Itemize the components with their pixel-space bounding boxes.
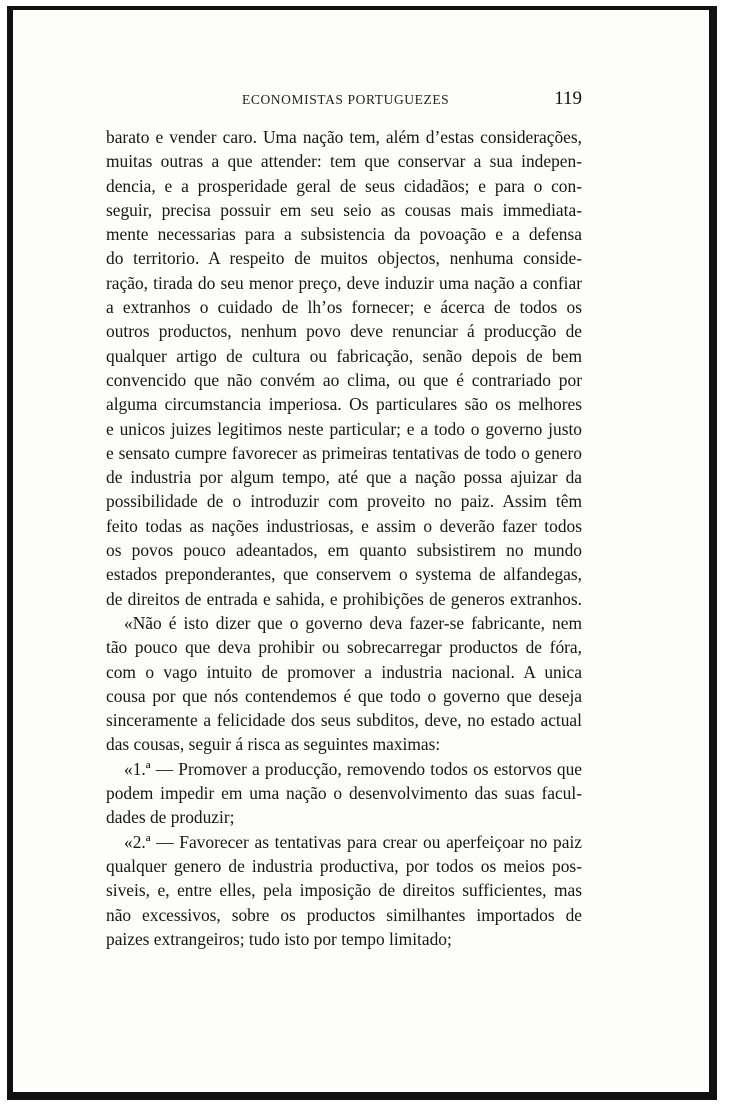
text-line: «1.ª — Promover a producção, removendo todos os estorvos que (124, 758, 582, 779)
text-line: alguma circumstancia imperiosa. Os particulares são os melhores (106, 394, 582, 415)
text-line: «2.ª — Favorecer as tentativas para crear ou aperfeiçoar no paiz (124, 831, 582, 852)
text-line: feito todas as nações industriosas, e assim o deverão fazer todos (106, 515, 582, 536)
running-head: ECONOMISTAS PORTUGUEZES (242, 92, 450, 107)
text-line: ração, tirada do seu menor preço, deve induzir uma nação a confiar (106, 272, 582, 293)
text-line: estados preponderantes, que conservem o systema de alfandegas, (106, 564, 582, 585)
text-line: a extranhos o cuidado de lh’os fornecer; e ácerca de todos os (106, 297, 582, 318)
text-line: do territorio. A respeito de muitos objectos, nenhuma conside- (106, 248, 582, 269)
text-line: das cousas, seguir á risca as seguintes maximas: (106, 734, 441, 755)
page-number: 119 (554, 88, 582, 109)
text-line: dencia, e a prosperidade geral de seus cidadãos; e para o con- (106, 175, 582, 196)
body-text (106, 125, 582, 951)
text-line: de direitos de entrada e sahida, e prohibições de generos extranhos. (106, 588, 582, 609)
text-line: tão pouco que deva prohibir ou sobrecarregar productos de fóra, (106, 637, 582, 658)
text-line: outros productos, nenhum povo deve renunciar á producção de (106, 321, 582, 342)
text-line: qualquer artigo de cultura ou fabricação, senão depois de bem (106, 345, 582, 366)
text-line: cousa por que nós contendemos é que todo o governo que deseja (106, 685, 582, 706)
text-line: «Não é isto dizer que o governo deva fazer-se fabricante, nem (124, 612, 582, 633)
text-line: muitas outras a que attender: tem que conservar a sua indepen- (106, 151, 582, 172)
text-line: podem impedir em uma nação o desenvolvimento das suas facul- (106, 783, 582, 804)
text-line: sinceramente a felicidade dos seus subditos, deve, no estado actual (106, 710, 582, 731)
text-line: de industria por algum tempo, até que a nação possa ajuizar da (106, 467, 582, 488)
text-line: possibilidade de o introduzir com proveito no paiz. Assim têm (106, 491, 582, 512)
text-line: mente necessarias para a subsistencia da povoação e a defensa (106, 224, 582, 245)
text-line: seguir, precisa possuir em seu seio as cousas mais immediata- (106, 199, 582, 220)
text-line: dades de produzir; (106, 807, 235, 828)
page-header (106, 88, 582, 114)
text-line: convencido que não convém ao clima, ou que é contrariado por (106, 369, 582, 390)
text-line: paizes extrangeiros; tudo isto por tempo limitado; (106, 928, 452, 949)
text-line: qualquer genero de industria productiva, por todos os meios pos- (106, 855, 582, 876)
text-line: barato e vender caro. Uma nação tem, além d’estas considerações, (106, 127, 582, 147)
text-line: com o vago intuito de promover a industria nacional. A unica (106, 661, 582, 682)
text-line: siveis, e, entre elles, pela imposição de direitos sufficientes, mas (106, 880, 582, 901)
text-line: não excessivos, sobre os productos similhantes importados de (106, 904, 582, 925)
text-line: e sensato cumpre favorecer as primeiras tentativas de todo o genero (106, 442, 582, 463)
text-line: os povos pouco adeantados, em quanto subsistirem no mundo (106, 540, 582, 561)
text-line: e unicos juizes legitimos neste particular; e a todo o governo justo (106, 418, 582, 439)
